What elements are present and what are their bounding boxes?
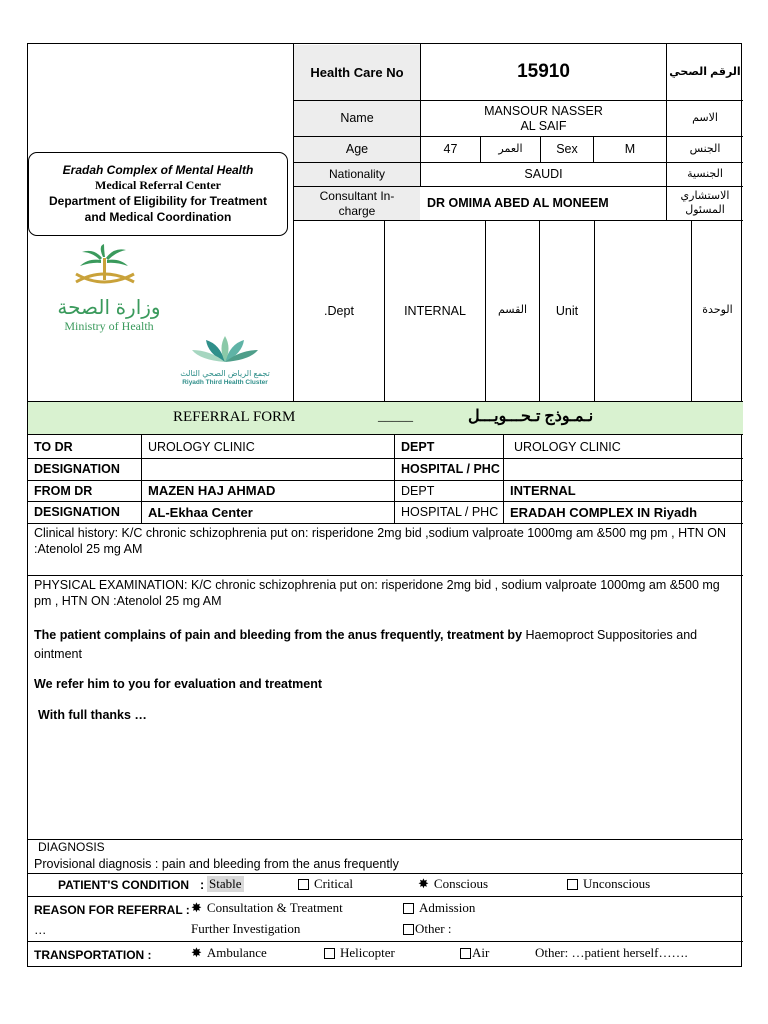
cluster-leaf-icon	[166, 336, 284, 364]
provisional-diagnosis: Provisional diagnosis : pain and bleeding from the anus frequently	[34, 857, 399, 871]
org-dept-line1: Department of Eligibility for Treatment	[48, 194, 268, 208]
critical-checkbox[interactable]	[298, 879, 309, 890]
org-center: Medical Referral Center	[95, 178, 221, 192]
reason-admission-option[interactable]	[403, 900, 475, 916]
reason-label: REASON FOR REFERRAL :	[34, 903, 190, 917]
moh-english: Ministry of Health	[64, 319, 154, 333]
to-dept-value: UROLOGY CLINIC	[514, 439, 621, 454]
from-designation-label: DESIGNATION	[34, 505, 120, 519]
name-ar: الاسم	[692, 111, 718, 124]
sex-value: M	[624, 142, 636, 156]
health-care-no-ar: الرقم الصحي	[669, 65, 741, 78]
condition-row	[28, 875, 743, 895]
form-title-band	[28, 402, 743, 435]
critical-label: Critical	[314, 876, 353, 891]
condition-critical-option[interactable]	[298, 876, 353, 892]
form-title-english: REFERRAL FORM	[173, 409, 296, 425]
cluster-english: Riyadh Third Health Cluster	[182, 379, 268, 386]
unit-value	[595, 221, 691, 401]
form-title-blank: _____	[378, 409, 413, 424]
age-value: 47	[443, 142, 458, 156]
ambulance-checked-icon[interactable]: ✸	[191, 945, 202, 960]
air-checkbox[interactable]	[460, 948, 471, 959]
name-line1: MANSOUR NASSER	[484, 103, 603, 118]
reason-row	[28, 897, 743, 941]
transport-other[interactable]: Other: …patient herself…….	[535, 945, 688, 960]
palm-swords-icon	[54, 244, 164, 292]
unit-label: Unit	[555, 303, 579, 318]
form-title-arabic: نـمـوذج تـحـــويـــل	[468, 408, 594, 425]
referral-form	[27, 43, 742, 967]
dept-value: INTERNAL	[404, 303, 466, 318]
admission-label: Admission	[419, 900, 476, 915]
health-care-no-value: 15910	[517, 61, 570, 83]
helicopter-label: Helicopter	[340, 945, 395, 960]
name-value	[421, 101, 666, 136]
consultant-value: DR OMIMA ABED AL MONEEM	[427, 196, 609, 210]
other-label: Other :	[415, 921, 452, 936]
transport-label: TRANSPORTATION :	[34, 948, 152, 962]
health-care-no-label: Health Care No	[294, 45, 420, 100]
to-designation-value	[142, 459, 394, 480]
reason-consultation-option[interactable]	[191, 900, 343, 916]
to-dr-value: UROLOGY CLINIC	[148, 439, 255, 454]
reason-investigation[interactable]: Further Investigation	[191, 921, 301, 936]
condition-stable[interactable]: Stable	[209, 876, 242, 891]
from-dr-value: MAZEN HAJ AHMAD	[148, 483, 276, 499]
org-complex: Eradah Complex of Mental Health	[62, 163, 254, 177]
age-ar: العمر	[498, 142, 523, 155]
condition-label: PATIENT'S CONDITION	[58, 878, 190, 892]
nationality-value: SAUDI	[524, 167, 563, 181]
condition-unconscious-option[interactable]	[567, 876, 650, 892]
transport-row	[28, 942, 743, 966]
consultation-label: Consultation & Treatment	[206, 900, 343, 915]
clinical-history: Clinical history: K/C chronic schizophrenia put on: risperidone 2mg bid ,sodium valproate 1000mg am &500 mg pm , HTN ON :Atenolol 25 mg AM	[34, 526, 726, 556]
name-line2: AL SAIF	[520, 118, 567, 133]
unconscious-checkbox[interactable]	[567, 879, 578, 890]
org-box	[28, 152, 288, 236]
name-label: Name	[294, 101, 420, 136]
admission-checkbox[interactable]	[403, 903, 414, 914]
physical-examination: PHYSICAL EXAMINATION: K/C chronic schizophrenia put on: risperidone 2mg bid , sodium valproate 1000mg am &500 mg pm , HTN ON :Atenolol 25 mg AM	[34, 578, 720, 608]
sex-label: Sex	[556, 142, 578, 156]
conscious-label: Conscious	[433, 876, 489, 891]
reason-other-option[interactable]	[403, 921, 451, 937]
moh-logo	[54, 244, 164, 334]
from-designation-value: AL-Ekhaa Center	[148, 504, 253, 520]
from-dept-label: DEPT	[401, 483, 435, 498]
from-dept-value: INTERNAL	[510, 483, 576, 499]
air-label: Air	[472, 945, 490, 960]
cluster-arabic: تجمع الرياض الصحي الثالث	[180, 369, 270, 378]
to-hospital-label: HOSPITAL / PHC	[401, 462, 500, 476]
to-designation-label: DESIGNATION	[34, 462, 120, 476]
refer-text: We refer him to you for evaluation and treatment	[34, 677, 323, 691]
condition-conscious-option[interactable]	[418, 876, 488, 892]
thanks-text: With full thanks …	[38, 708, 147, 722]
unit-ar: الوحدة	[702, 304, 733, 317]
unconscious-label: Unconscious	[583, 876, 651, 891]
to-hospital-value	[504, 459, 743, 480]
complaint-line2: ointment	[34, 647, 82, 661]
diagnosis-label: DIAGNOSIS	[38, 840, 105, 854]
reason-dots: …	[34, 923, 47, 937]
consultant-label: Consultant In-charge	[294, 187, 420, 220]
transport-ambulance-option[interactable]	[191, 945, 267, 961]
complaint-normal: Haemoproct Suppositories and	[525, 628, 698, 642]
moh-arabic: وزارة الصحة	[57, 297, 161, 319]
cluster-logo	[166, 336, 284, 384]
org-dept-line2: and Medical Coordination	[84, 210, 232, 224]
dept-label: .Dept	[324, 303, 354, 318]
sex-ar: الجنس	[689, 142, 721, 155]
condition-colon: :	[200, 878, 205, 892]
from-hospital-label: HOSPITAL / PHC	[401, 505, 499, 519]
age-label: Age	[294, 137, 420, 162]
dept-ar: القسم	[497, 304, 528, 317]
complaint-bold: The patient complains of pain and bleeding from the anus frequently, treatment by	[34, 628, 526, 642]
to-dept-label: DEPT	[401, 439, 435, 454]
from-dr-label: FROM DR	[34, 483, 93, 498]
ambulance-label: Ambulance	[206, 945, 267, 960]
consultation-checked-icon[interactable]: ✸	[191, 900, 202, 915]
to-dr-label: TO DR	[34, 439, 73, 454]
conscious-checked-icon[interactable]: ✸	[418, 876, 429, 891]
nationality-ar: الجنسية	[687, 167, 723, 180]
transport-helicopter-option[interactable]	[324, 945, 395, 961]
nationality-label: Nationality	[294, 163, 420, 186]
other-checkbox[interactable]	[403, 924, 414, 935]
from-hospital-value: ERADAH COMPLEX IN Riyadh	[510, 504, 698, 520]
helicopter-checkbox[interactable]	[324, 948, 335, 959]
consultant-ar: الاستشاري المسئول	[680, 190, 730, 216]
transport-air-option[interactable]	[460, 945, 489, 961]
complaint-text	[34, 626, 737, 664]
